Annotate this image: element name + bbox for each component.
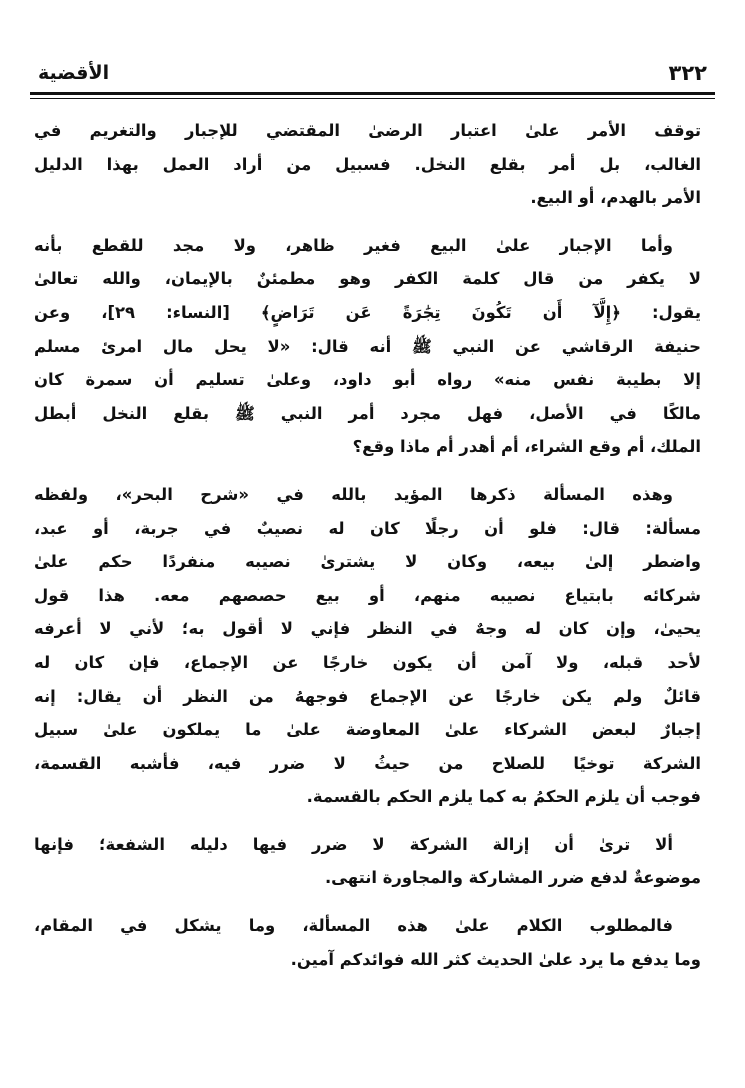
- text-line: إلا بطيبة نفس منه» رواه أبو داود، وعلىٰ تسليم أن سمرة كان: [34, 370, 701, 390]
- text-line: الملك، أم وقع الشراء، أم أهدر أم ماذا وقع؟: [352, 437, 701, 457]
- page-header: [30, 58, 715, 92]
- text-line: قائلٌ ولم يكن خارجًا عن الإجماع فوجههُ من النظر أن يقال: إنه: [34, 686, 701, 706]
- text-line: فوجب أن يلزم الحكمُ به كما يلزم الحكم بالقسمة.: [306, 787, 701, 807]
- text-line: الشركة توخيًا للصلاح من حيثُ لا ضرر فيه، فأشبه القسمة،: [34, 753, 701, 773]
- text-line-quran-citation: يقول: ﴿إِلَّآ أَن تَكُونَ تِجَٰرَةً عَن تَرَاضٍ﴾ [النساء: ٢٩]، وعن: [34, 302, 701, 322]
- text-line: موضوعةٌ لدفع ضرر المشاركة والمجاورة انتهى.: [324, 868, 701, 888]
- text-line: ألا ترىٰ أن إزالة الشركة لا ضرر فيها دليله الشفعة؛ فإنها: [34, 834, 673, 854]
- paragraph-1: [34, 114, 701, 215]
- text-line: فالمطلوب الكلام علىٰ هذه المسألة، وما يشكل في المقام،: [34, 916, 673, 936]
- text-line: إجبارٌ لبعض الشركاء علىٰ المعاوضة علىٰ ما يملكون علىٰ سبيل: [34, 720, 701, 740]
- paragraph-3: [34, 478, 701, 814]
- header-rule-thin: [30, 98, 715, 99]
- header-rule-thick: [30, 92, 715, 95]
- text-line: مسألة: قال: فلو أن رجلًا كان له نصيبٌ في جربة، أو عبد،: [34, 518, 701, 538]
- page-number: ٣٢٢: [668, 61, 707, 85]
- text-line: يحيىٰ، وإن كان له وجهٌ في النظر فإني لا أقول به؛ لأني لا أعرفه: [34, 619, 701, 639]
- body-text: [34, 114, 701, 976]
- text-line: وما يدفع ما يرد علىٰ الحديث كثر الله فوائدكم آمين.: [290, 949, 701, 969]
- text-line: الغالب، بل أمر بقلع النخل. فسبيل من أراد العمل بهذا الدليل: [34, 154, 701, 174]
- text-line: شركائه بابتياع نصيبه منهم، أو بيع حصصهم معه. هذا قول: [34, 585, 701, 605]
- paragraph-2: [34, 229, 701, 464]
- text-line: مالكًا في الأصل، فهل مجرد أمر النبي ﷺ بقلع النخل أبطل: [34, 403, 701, 423]
- text-line: الأمر بالهدم، أو البيع.: [530, 188, 701, 208]
- text-line: توقف الأمر علىٰ اعتبار الرضىٰ المقتضي للإجبار والتغريم في: [34, 121, 701, 140]
- text-line: لا يكفر من قال كلمة الكفر وهو مطمئنٌ بالإيمان، والله تعالىٰ: [34, 269, 701, 289]
- text-line: لأحد قبله، ولا آمن أن يكون خارجًا عن الإجماع، فإن كان له: [34, 652, 701, 672]
- running-title: الأقضية: [38, 62, 110, 84]
- text-line: واضطر إلىٰ بيعه، وكان لا يشترىٰ نصيبه منفردًا حكم علىٰ: [34, 552, 701, 572]
- paragraph-5: [34, 909, 701, 976]
- paragraph-4: [34, 828, 701, 895]
- text-line: وهذه المسألة ذكرها المؤيد بالله في «شرح البحر»، ولفظه: [34, 484, 673, 504]
- text-line: حنيفة الرقاشي عن النبي ﷺ أنه قال: «لا يحل مال امرئ مسلم: [34, 336, 701, 356]
- text-line: وأما الإجبار علىٰ البيع فغير ظاهر، ولا مجد للقطع بأنه: [34, 235, 673, 255]
